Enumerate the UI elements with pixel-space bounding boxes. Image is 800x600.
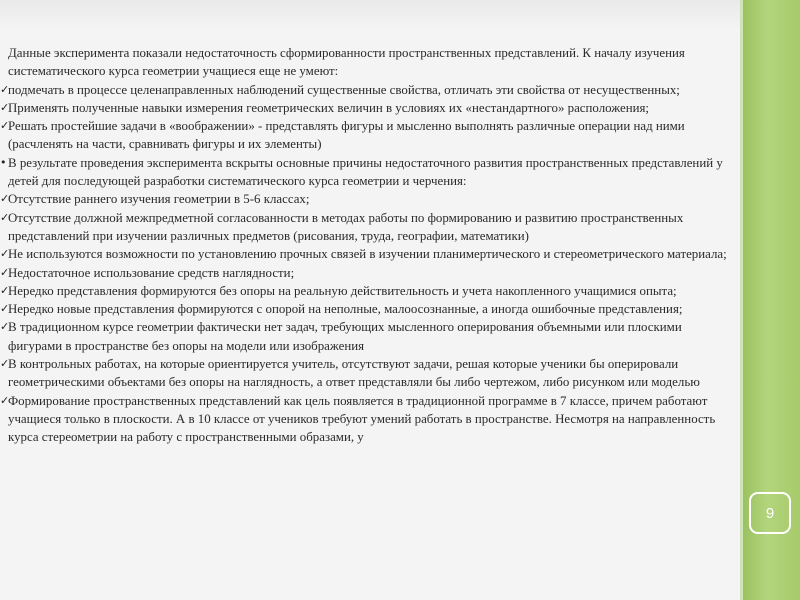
list-item bbox=[0, 300, 738, 318]
list-item bbox=[0, 99, 738, 117]
checkmark-icon: ✓ bbox=[0, 357, 10, 371]
list-item-text: подмечать в процессе целенаправленных наблюдений существенные свойства, отличать эти свойства от несущественных; bbox=[8, 82, 680, 97]
list-item bbox=[0, 392, 738, 447]
list-item bbox=[0, 209, 738, 246]
list-item bbox=[0, 318, 738, 355]
list-item bbox=[0, 282, 738, 300]
checkmark-icon: ✓ bbox=[0, 247, 10, 261]
checkmark-icon: ✓ bbox=[0, 82, 10, 96]
checkmark-icon: ✓ bbox=[0, 119, 10, 133]
bullet-icon: • bbox=[0, 155, 7, 169]
list-item bbox=[0, 81, 738, 99]
list-item bbox=[0, 190, 738, 208]
list-item-text: Решать простейшие задачи в «воображении» - представлять фигуры и мысленно выполнять различные операции над ними (расчленять на части, сравнивать фигуры и их элементы) bbox=[8, 119, 685, 152]
list-item bbox=[0, 245, 738, 263]
list-item bbox=[0, 264, 738, 282]
checkmark-icon: ✓ bbox=[0, 265, 10, 279]
list-item-text: В результате проведения эксперимента вскрыты основные причины недостаточного развития пространственных представлений у детей для последующей разработки систематического курса геометрии и черчения: bbox=[8, 155, 723, 189]
page-number: 9 bbox=[765, 504, 775, 522]
list-item-text: Нередко новые представления формируются с опорой на неполные, малоосознанные, а иногда ошибочные представления; bbox=[8, 302, 683, 317]
list-item-text: Отсутствие должной межпредметной согласованности в методах работы по формированию и развитию пространственных представлений при изучении различных предметов (рисования, труда, географии, математики) bbox=[8, 210, 684, 243]
list-item-text: В традиционном курсе геометрии фактически нет задач, требующих мысленного оперирования объемными или плоскими фигурами в пространстве без опоры на модели или изображения bbox=[8, 320, 682, 353]
slide-text-body bbox=[0, 44, 738, 447]
checkmark-icon: ✓ bbox=[0, 192, 10, 206]
list-item bbox=[0, 355, 738, 392]
list-item-text: Отсутствие раннего изучения геометрии в 5-6 классах; bbox=[8, 192, 310, 207]
list-item bbox=[0, 154, 738, 191]
list-item-text: Не используются возможности по установлению прочных связей в изучении планимертического и стереометрического материала; bbox=[8, 247, 727, 262]
list-item-text: Недостаточное использование средств наглядности; bbox=[8, 265, 295, 280]
list-item-text: Применять полученные навыки измерения геометрических величин в условиях их «нестандартного» расположения; bbox=[8, 100, 650, 115]
intro-paragraph: Данные эксперимента показали недостаточность сформированности пространственных представлений. К началу изучения систематического курса геометрии учащиеся еще не умеют: bbox=[8, 46, 685, 79]
list-item bbox=[0, 117, 738, 154]
list-item-text: В контрольных работах, на которые ориентируется учитель, отсутствуют задачи, решая которые ученики бы оперировали геометрическими объектами без опоры на наглядность, а ответ представляли бы либо чертежом, либо рисунком или моделью bbox=[8, 357, 700, 390]
list-item-text: Нередко представления формируются без опоры на реальную действительность и учета накопленного учащимися опыта; bbox=[8, 283, 677, 298]
checkmark-icon: ✓ bbox=[0, 302, 10, 316]
checkmark-icon: ✓ bbox=[0, 320, 10, 334]
checkmark-icon: ✓ bbox=[0, 100, 10, 114]
bullet-list bbox=[0, 81, 738, 447]
accent-stripe bbox=[740, 0, 743, 600]
page-number-badge bbox=[749, 492, 791, 534]
list-item-text: Формирование пространственных представлений как цель появляется в традиционной программе в 7 классе, причем работают учащиеся только в плоскости. А в 10 классе от учеников требуют умений работать в пространстве. Несмотря на направленность курса стереометрии на работу с пространственными образами, у bbox=[8, 393, 716, 445]
checkmark-icon: ✓ bbox=[0, 393, 10, 407]
checkmark-icon: ✓ bbox=[0, 210, 10, 224]
top-shade bbox=[0, 0, 740, 30]
checkmark-icon: ✓ bbox=[0, 283, 10, 297]
